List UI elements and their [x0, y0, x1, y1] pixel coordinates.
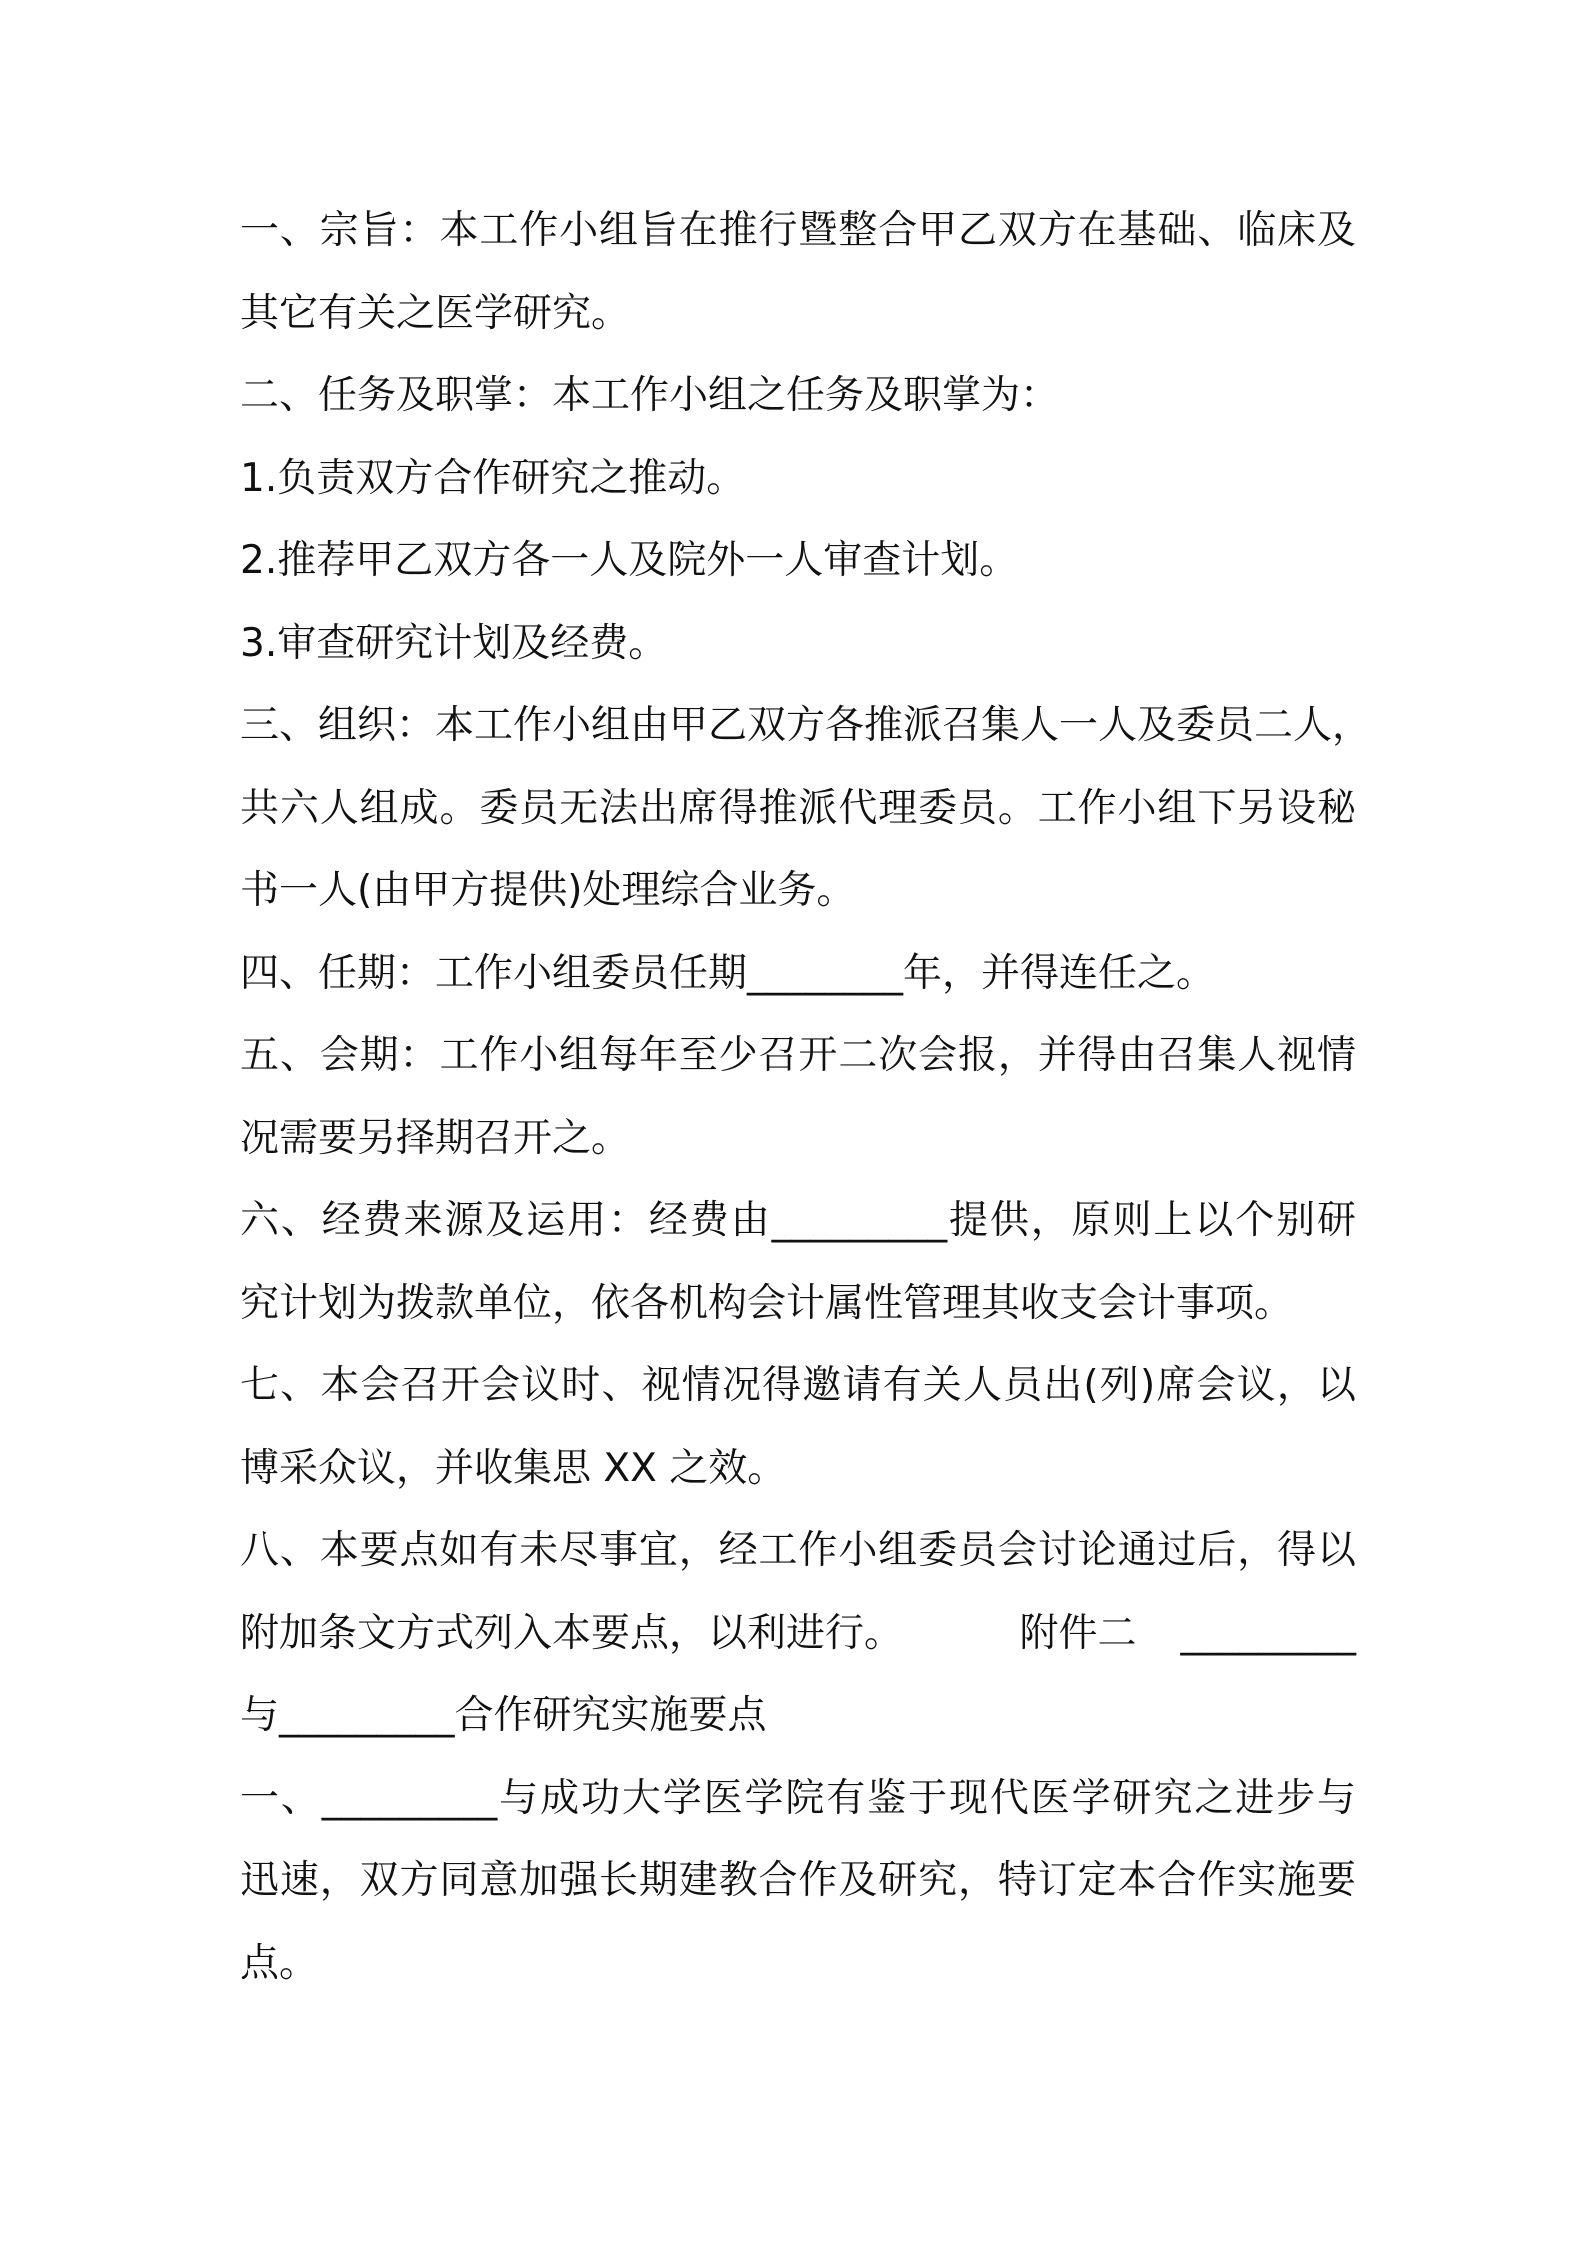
- annex-label: 附件二: [1019, 1610, 1137, 1656]
- text-line: 二、任务及职掌：本工作小组之任务及职掌为：: [240, 373, 1060, 418]
- text-line: 1.负责双方合作研究之推动。: [240, 455, 746, 501]
- text-line: 3.审查研究计划及经费。: [240, 620, 668, 666]
- text-line: 共六人组成。委员无法出席得推派代理委员。工作小组下另设秘: [240, 785, 1356, 831]
- document-body: [240, 190, 1372, 2005]
- text-line: 况需要另择期召开之。: [240, 1115, 631, 1161]
- text-line: 其它有关之医学研究。: [240, 290, 631, 336]
- text-line: 究计划为拨款单位，依各机构会计属性管理其收支会计事项。: [240, 1280, 1294, 1326]
- text-line: 2.推荐甲乙双方各一人及院外一人审查计划。: [240, 538, 1019, 583]
- text-line: 书一人(由甲方提供)处理综合业务。: [240, 868, 856, 913]
- text-line: 一、宗旨：本工作小组旨在推行暨整合甲乙双方在基础、临床及: [240, 208, 1356, 253]
- text-line: 五、会期：工作小组每年至少召开二次会报，并得由召集人视情: [240, 1033, 1356, 1078]
- annex-heading: [1019, 1593, 1356, 1676]
- text-line: 博采众议，并收集思 XX 之效。: [240, 1445, 787, 1491]
- text-line: 与_________合作研究实施要点: [240, 1693, 767, 1738]
- annex-blank: _________: [1180, 1610, 1356, 1656]
- text-line: 迅速，双方同意加强长期建教合作及研究，特订定本合作实施要: [240, 1858, 1356, 1903]
- text-line: 六、经费来源及运用：经费由_________提供，原则上以个别研: [240, 1198, 1356, 1243]
- annex-line: [240, 1593, 1356, 1676]
- text-line: 七、本会召开会议时、视情况得邀请有关人员出(列)席会议，以: [240, 1363, 1356, 1408]
- text-line: 四、任期：工作小组委员任期________年，并得连任之。: [240, 950, 1216, 996]
- text-line: 三、组织：本工作小组由甲乙双方各推派召集人一人及委员二人，: [240, 703, 1372, 748]
- text-line: 点。: [240, 1940, 319, 1986]
- text-line: 八、本要点如有未尽事宜，经工作小组委员会讨论通过后，得以: [240, 1528, 1356, 1573]
- text-line: 一、_________与成功大学医学院有鉴于现代医学研究之进步与: [240, 1775, 1356, 1821]
- annex-line-text: 附加条文方式列入本要点，以利进行。: [240, 1610, 904, 1656]
